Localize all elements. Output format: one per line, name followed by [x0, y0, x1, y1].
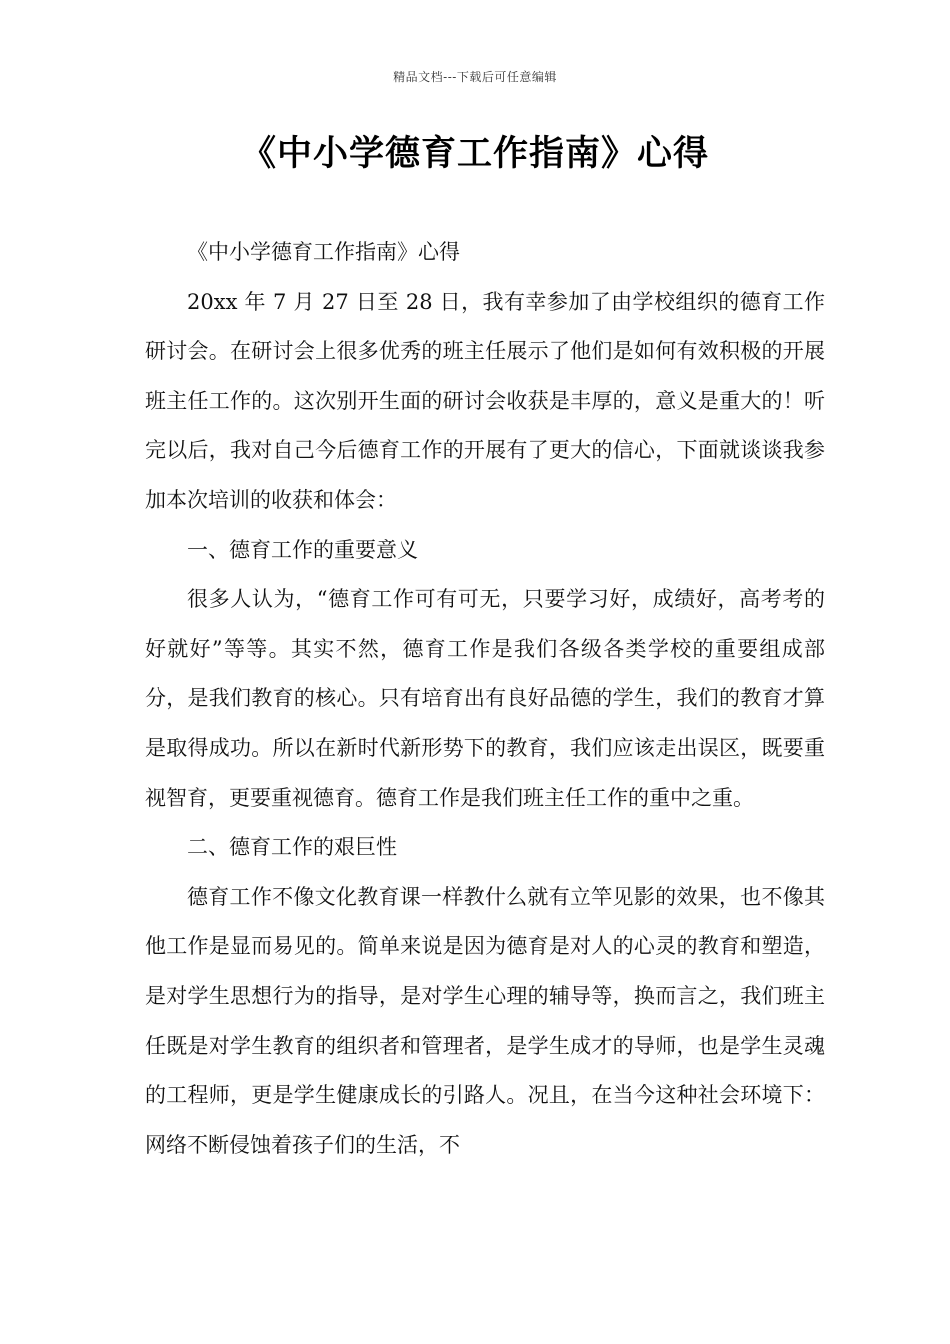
section-heading-1: 一、德育工作的重要意义: [187, 537, 418, 562]
header-note: 精品文档---下载后可任意编辑: [393, 70, 557, 84]
document-title: 《中小学德育工作指南》心得: [240, 134, 709, 174]
document-body: [145, 228, 825, 1170]
paragraph-subtitle: 《中小学德育工作指南》心得: [187, 240, 460, 264]
paragraph-section-2: 德育工作不像文化教育课一样教什么就有立竿见影的效果，也不像其他工作是显而易见的。简单来说是因为德育是对人的心灵的教育和塑造，是对学生思想行为的指导，是对学生心理的辅导等，换而言之，我们班主任既是对学生教育的组织者和管理者，是学生成才的导师，也是学生灵魂的工程师，更是学生健康成长的引路人。况且，在当今这种社会环境下：网络不断侵蚀着孩子们的生活，不: [145, 884, 825, 1157]
paragraph-intro: 20xx 年 7 月 27 日至 28 日，我有幸参加了由学校组织的德育工作研讨会。在研讨会上很多优秀的班主任展示了他们是如何有效积极的开展班主任工作的。这次别开生面的研讨会收获是丰厚的，意义是重大的！听完以后，我对自己今后德育工作的开展有了更大的信心，下面就谈谈我参加本次培训的收获和体会：: [145, 289, 825, 512]
paragraph-section-1: 很多人认为，“德育工作可有可无，只要学习好，成绩好，高考考的好就好”等等。其实不然，德育工作是我们各级各类学校的重要组成部分，是我们教育的核心。只有培育出有良好品德的学生，我们的教育才算是取得成功。所以在新时代新形势下的教育，我们应该走出误区，既要重视智育，更要重视德育。德育工作是我们班主任工作的重中之重。: [145, 587, 825, 810]
section-heading-2: 二、德育工作的艰巨性: [187, 835, 397, 860]
